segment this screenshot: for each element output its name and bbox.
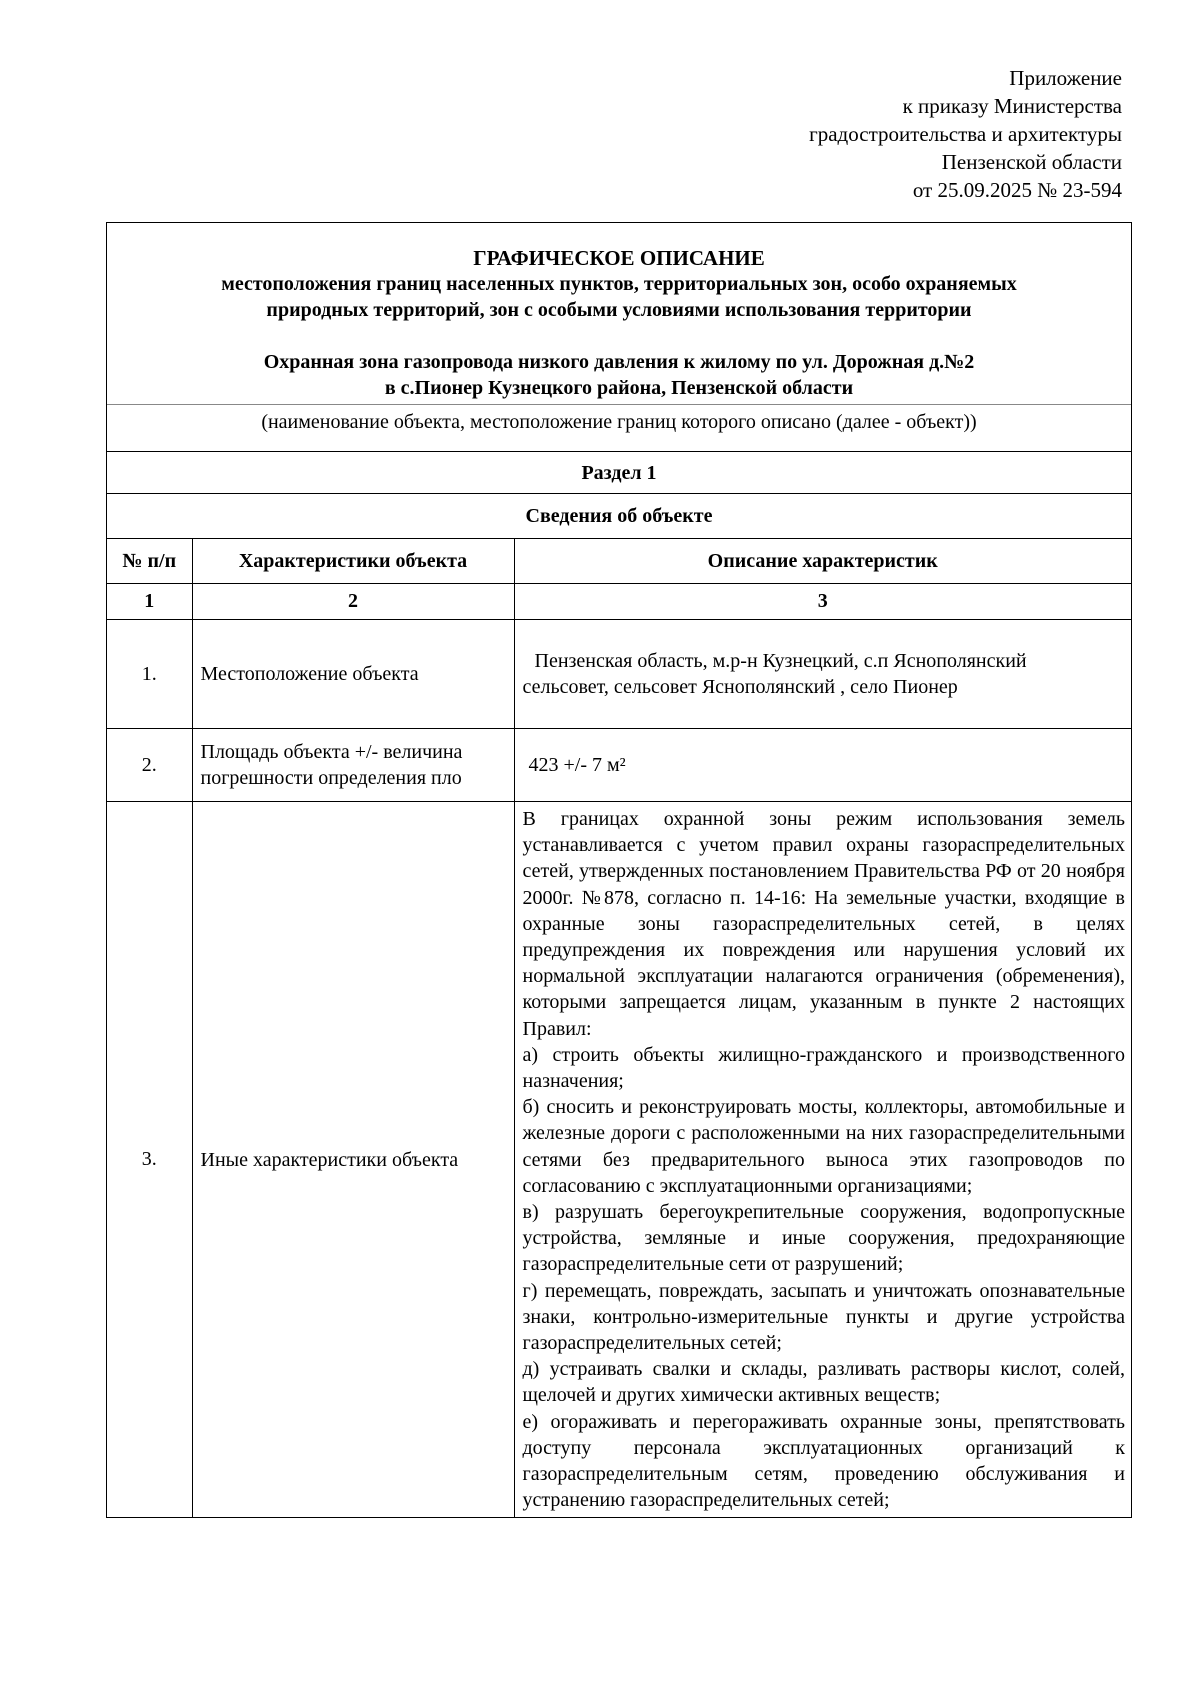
row-description — [514, 620, 1131, 729]
restriction-paragraph: б) сносить и реконструировать мосты, коллекторы, автомобильные и железные дороги с расположенными на них газораспределительными сетями без предварительного выноса этих газопроводов по согласованию с эксплуатационными организациями; — [522, 1096, 1125, 1197]
appendix-line: Приложение — [1009, 66, 1122, 90]
table-row — [107, 802, 1131, 1518]
column-header-description: Описание характеристик — [514, 539, 1131, 584]
restriction-paragraph: в) разрушать берегоукрепительные сооружения, водопропускные устройства, земляные и иные сооружения, предохраняющие газораспределительные сети от разрушений; — [522, 1201, 1125, 1276]
section-label: Раздел 1 — [107, 451, 1131, 493]
column-header-characteristic: Характеристики объекта — [192, 539, 514, 584]
row-number: 1. — [107, 620, 192, 729]
table-column-numbers-row — [107, 584, 1131, 620]
row-description-line: Пензенская область, м.р-н Кузнецкий, с.п Яснополянский — [534, 650, 1027, 672]
row-description-line: сельсовет, сельсовет Яснополянский , село Пионер — [522, 676, 958, 698]
restriction-paragraph: д) устраивать свалки и склады, разливать растворы кислот, солей, щелочей и других химически активных веществ; — [522, 1358, 1125, 1407]
row-characteristic: Иные характеристики объекта — [192, 802, 514, 1518]
column-number: 1 — [107, 584, 192, 620]
restriction-paragraph: е) огораживать и перегораживать охранные зоны, препятствовать доступу персонала эксплуатационных организаций к газораспределительным сетям, проведению обслуживания и устранению газораспределительных сетей; — [522, 1410, 1125, 1512]
column-number: 3 — [514, 584, 1131, 620]
row-characteristic — [192, 729, 514, 802]
row-characteristic: Местоположение объекта — [192, 620, 514, 729]
row-number: 3. — [107, 802, 192, 1518]
appendix-line: Пензенской области — [941, 150, 1122, 174]
object-info-table — [107, 538, 1131, 1517]
title-block — [107, 223, 1131, 401]
appendix-line: к приказу Министерства — [902, 94, 1122, 118]
document-title: ГРАФИЧЕСКОЕ ОПИСАНИЕ — [473, 246, 765, 270]
column-number: 2 — [192, 584, 514, 620]
table-header-row — [107, 539, 1131, 584]
table-row — [107, 620, 1131, 729]
row-description — [514, 802, 1131, 1518]
appendix-line: градостроительства и архитектуры — [809, 122, 1122, 146]
table-row — [107, 729, 1131, 802]
appendix-block — [602, 64, 1122, 204]
row-number: 2. — [107, 729, 192, 802]
appendix-line: от 25.09.2025 № 23-594 — [912, 178, 1122, 202]
document-subtitle-line: местоположения границ населенных пунктов, территориальных зон, особо охраняемых — [221, 273, 1017, 295]
object-note: (наименование объекта, местоположение границ которого описано (далее - объект)) — [107, 404, 1131, 441]
document-subtitle-line: природных территорий, зон с особыми условиями использования территории — [266, 299, 972, 321]
row-characteristic-line: погрешности определения пло — [200, 767, 462, 789]
column-header-number: № п/п — [107, 539, 192, 584]
object-name-line: Охранная зона газопровода низкого давления к жилому по ул. Дорожная д.№2 — [263, 351, 975, 373]
row-description: 423 +/- 7 м² — [514, 729, 1131, 802]
restriction-paragraph: В границах охранной зоны режим использования земель устанавливается с учетом правил охраны газораспределительных сетей, утвержденных постановлением Правительства РФ от 20 ноября 2000г. №878, согласно п. 14-16: На земельные участки, входящие в охранные зоны газораспределительных сетей, в целях предупреждения их повреждения или нарушения условий их нормальной эксплуатации налагаются ограничения (обременения), которыми запрещается лицам, указанным в пункте 2 настоящих Правил: — [522, 808, 1125, 1040]
description-frame — [106, 222, 1132, 1518]
row-characteristic-line: Площадь объекта +/- величина — [200, 741, 463, 763]
section-title: Сведения об объекте — [107, 493, 1131, 538]
object-name-line: в с.Пионер Кузнецкого района, Пензенской области — [384, 377, 854, 399]
restriction-paragraph: г) перемещать, повреждать, засыпать и уничтожать опознавательные знаки, контрольно-измерительные пункты и другие устройства газораспределительных сетей; — [522, 1279, 1125, 1355]
restriction-paragraph: а) строить объекты жилищно-гражданского и производственного назначения; — [522, 1043, 1125, 1093]
